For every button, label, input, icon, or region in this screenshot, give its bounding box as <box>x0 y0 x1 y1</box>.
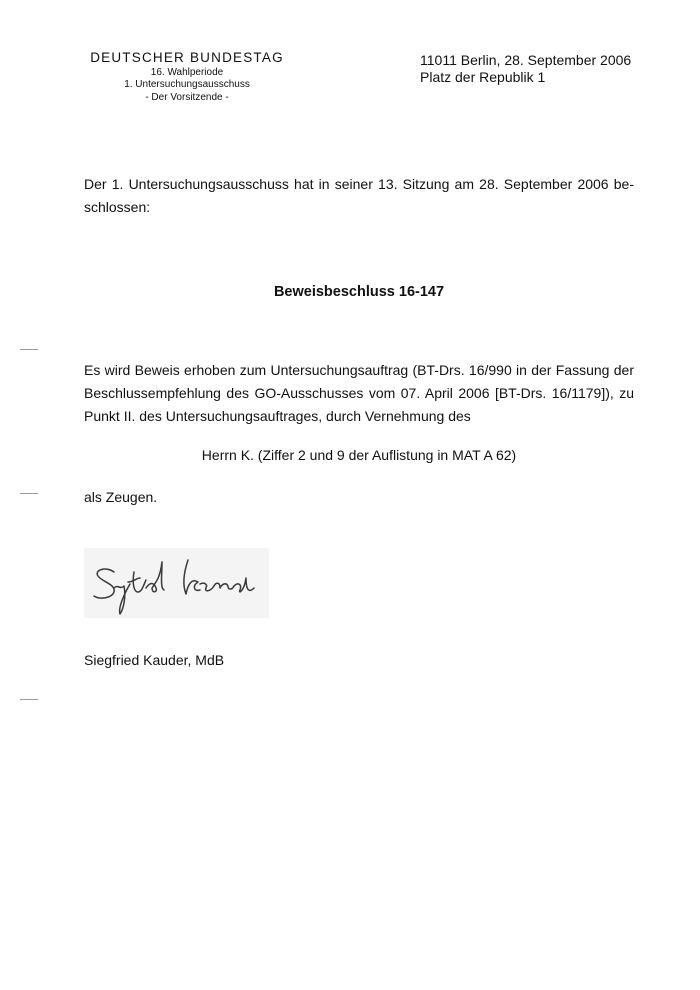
place-date-block <box>420 52 631 86</box>
evidence-paragraph: Es wird Beweis erhoben zum Untersuchungsauftrag (BT-Drs. 16/990 in der Fassung der Beschlussempfehlung des GO-Ausschusses vom 07. April 2006 [BT-Drs. 16/1179]), zu Punkt II. des Untersuchungsauftrages, durch Vernehmung des <box>84 362 634 424</box>
fold-mark <box>20 699 38 700</box>
signatory-name: Siegfried Kauder, MdB <box>84 652 225 668</box>
fold-mark <box>20 493 38 494</box>
fold-mark <box>20 349 38 350</box>
letterhead <box>78 50 296 103</box>
witness-line: Herrn K. (Ziffer 2 und 9 der Auflistung in MAT A 62) <box>201 447 517 463</box>
committee-name: 1. Untersuchungsausschuss <box>124 79 250 91</box>
chair-title: - Der Vorsitzende - <box>145 91 229 103</box>
electoral-period: 16. Wahlperiode <box>150 66 224 78</box>
organization-name: DEUTSCHER BUNDESTAG <box>90 50 284 65</box>
intro-paragraph: Der 1. Untersuchungsausschuss hat in seiner 13. Sitzung am 28. September 2006 be-schlossen: <box>84 176 634 215</box>
resolution-title: Beweisbeschluss 16-147 <box>273 284 445 300</box>
place-date: 11011 Berlin, 28. September 2006 <box>420 52 632 68</box>
address: Platz der Republik 1 <box>420 69 546 85</box>
handwritten-signature <box>84 548 269 618</box>
witness-capacity: als Zeugen. <box>84 489 158 505</box>
